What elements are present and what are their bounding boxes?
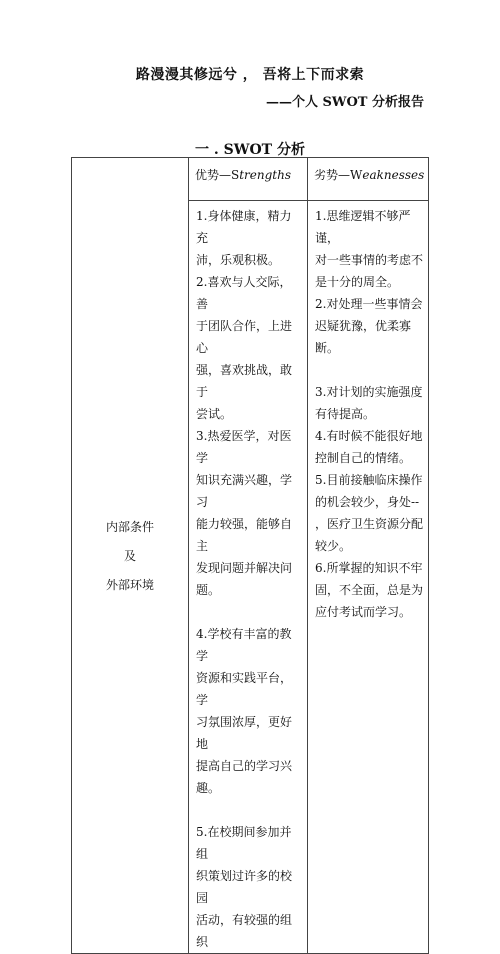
weaknesses-header: 劣势—Weaknesses <box>308 158 429 201</box>
weaknesses-line: 对一些事情的考虑不 <box>315 253 424 267</box>
strengths-line: 3.热爱医学，对医学 <box>196 429 292 465</box>
weaknesses-line: 1.思维逻辑不够严谨， <box>315 209 411 245</box>
weaknesses-line: 固，不全面，总是为 <box>315 583 424 597</box>
swot-table <box>71 157 429 954</box>
weaknesses-line: 3.对计划的实施强度 <box>315 385 423 399</box>
strengths-line <box>196 799 302 821</box>
strengths-list <box>189 201 308 954</box>
row-label-line: 内部条件 <box>105 520 154 534</box>
strengths-line: 沛，乐观积极。 <box>196 253 281 267</box>
strengths-line: 尝试。 <box>196 407 233 421</box>
row-label-line: 外部环境 <box>105 578 154 592</box>
weaknesses-line: 2.对处理一些事情会 <box>315 297 423 311</box>
strengths-line: 活动，有较强的组织 <box>196 913 293 949</box>
strengths-line: 2.喜欢与人交际，善 <box>196 275 292 311</box>
section-heading: 一 . SWOT 分析 <box>195 142 305 158</box>
strengths-line: 发现问题并解决问题。 <box>196 561 293 597</box>
weaknesses-line: 控制自己的情绪。 <box>315 451 412 465</box>
page-title: 路漫漫其修远兮 ， 吾将上下而求索 <box>135 67 365 83</box>
weaknesses-line: 迟疑犹豫，优柔寡断。 <box>315 319 412 355</box>
weaknesses-line: 是十分的周全。 <box>315 275 400 289</box>
strengths-line: 提高自己的学习兴趣。 <box>196 759 293 795</box>
strengths-line: 习氛围浓厚，更好地 <box>196 715 293 751</box>
weaknesses-line: 应付考试而学习。 <box>315 605 412 619</box>
weaknesses-line: 有待提高。 <box>315 407 376 421</box>
weaknesses-line <box>315 359 423 381</box>
weaknesses-list <box>308 201 429 954</box>
strengths-line: 资源和实践平台，学 <box>196 671 293 707</box>
strengths-line <box>196 601 302 623</box>
strengths-line: 织策划过许多的校园 <box>196 869 293 905</box>
strengths-line: 5.在校期间参加并组 <box>196 825 292 861</box>
weaknesses-line: 较少。 <box>315 539 352 553</box>
strengths-line: 1.身体健康，精力充 <box>196 209 292 245</box>
page-subtitle: ——个人 SWOT 分析报告 <box>265 95 424 110</box>
strengths-line: 知识充满兴趣，学习 <box>196 473 293 509</box>
strengths-header: 优势—Strengths <box>189 158 308 201</box>
row-label-line: 及 <box>123 549 136 563</box>
row-label-cell <box>72 158 189 954</box>
strengths-line: 能力较强，能够自主 <box>196 517 293 553</box>
strengths-line: 于团队合作，上进心 <box>196 319 293 355</box>
strengths-line: 强，喜欢挑战，敢于 <box>196 363 293 399</box>
strengths-line: 4.学校有丰富的教学 <box>196 627 292 663</box>
weaknesses-line: ，医疗卫生资源分配 <box>315 517 424 531</box>
weaknesses-line: 的机会较少，身处-- <box>315 495 420 509</box>
weaknesses-line: 4.有时候不能很好地 <box>315 429 423 443</box>
weaknesses-line: 6.所掌握的知识不牢 <box>315 561 423 575</box>
weaknesses-line: 5.目前接触临床操作 <box>315 473 423 487</box>
